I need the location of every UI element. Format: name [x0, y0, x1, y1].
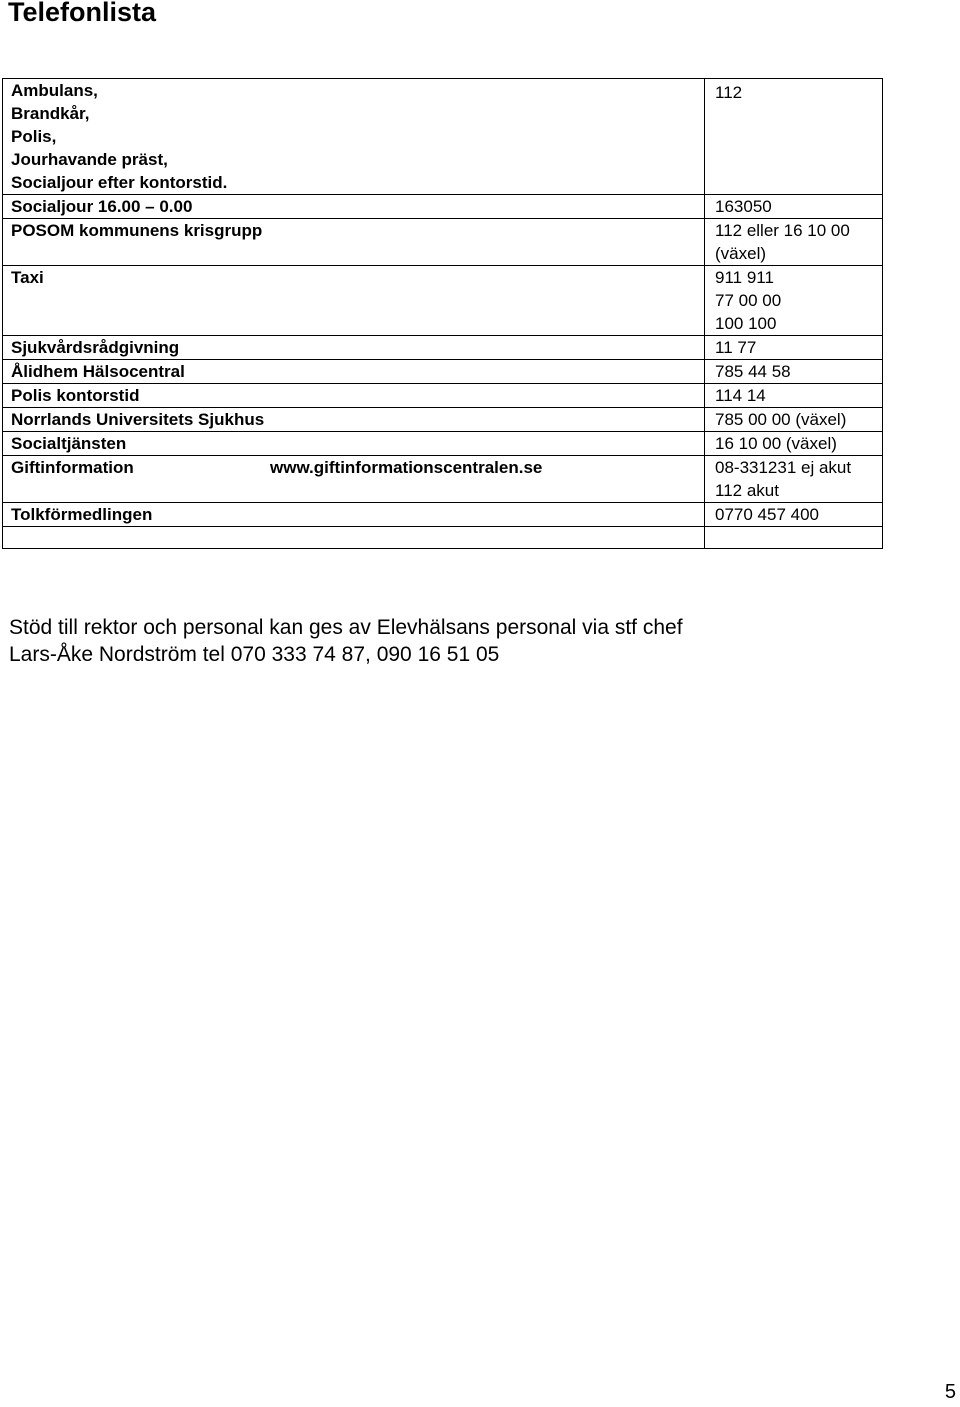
contact-name: Jourhavande präst,: [11, 150, 168, 169]
contact-name-cell: [3, 360, 705, 384]
contact-name: Norrlands Universitets Sjukhus: [11, 410, 265, 429]
contact-name: Ålidhem Hälsocentral: [11, 362, 185, 381]
phone-number-cell: [705, 432, 883, 456]
contact-name: Socialjour efter kontorstid.: [11, 173, 228, 192]
contact-name: Socialjour 16.00 – 0.00: [11, 197, 193, 216]
contact-name-cell: [3, 195, 705, 219]
contact-name: Tolkförmedlingen: [11, 505, 153, 524]
phone-number-cell: [705, 503, 883, 527]
empty-cell: [705, 527, 883, 549]
phone-number: 911 911: [715, 268, 774, 287]
website-link[interactable]: www.giftinformationscentralen.se: [270, 458, 543, 477]
table-row: [3, 456, 883, 503]
table-row: [3, 503, 883, 527]
phone-number: 112 eller 16 10 00: [715, 221, 850, 240]
contact-name: Ambulans,: [11, 81, 98, 100]
empty-cell: [3, 527, 705, 549]
support-note: [9, 614, 683, 668]
contact-name: Giftinformation: [11, 458, 134, 477]
phone-number-cell: [705, 195, 883, 219]
phone-number: 785 44 58: [715, 362, 791, 381]
phone-number-cell: [705, 360, 883, 384]
phone-number-cell: [705, 219, 883, 266]
phone-number: 16 10 00 (växel): [715, 434, 837, 453]
contact-name-cell: [3, 336, 705, 360]
phone-number-cell: [705, 336, 883, 360]
phone-list-table: [2, 78, 883, 549]
table-row: [3, 360, 883, 384]
table-row: [3, 432, 883, 456]
contact-name-cell: [3, 219, 705, 266]
phone-number-cell: [705, 456, 883, 503]
table-row: [3, 384, 883, 408]
table-row: [3, 408, 883, 432]
phone-number: 114 14: [715, 386, 766, 405]
support-note-line: Stöd till rektor och personal kan ges av Elevhälsans personal via stf chef: [9, 616, 683, 639]
contact-name-cell: [3, 432, 705, 456]
table-row: [3, 336, 883, 360]
contact-name: Taxi: [11, 268, 44, 287]
phone-number: 08-331231 ej akut: [715, 458, 852, 477]
contact-name-cell: [3, 384, 705, 408]
contact-name-cell: [3, 503, 705, 527]
empty-table-row: [3, 527, 883, 549]
contact-name-cell: [3, 79, 705, 195]
phone-number-note: (växel): [715, 244, 767, 263]
contact-name-cell: [3, 456, 705, 503]
phone-number: 785 00 00 (växel): [715, 410, 847, 429]
contact-name: Sjukvårdsrådgivning: [11, 338, 180, 357]
contact-name: Brandkår,: [11, 104, 90, 123]
contact-name: Polis kontorstid: [11, 386, 140, 405]
phone-number: 11 77: [715, 338, 757, 357]
phone-number: 163050: [715, 197, 772, 216]
table-row: [3, 219, 883, 266]
table-row: [3, 266, 883, 336]
phone-number: 77 00 00: [715, 291, 782, 310]
table-row: [3, 195, 883, 219]
phone-number: 112 akut: [715, 481, 779, 500]
phone-number: 0770 457 400: [715, 505, 819, 524]
phone-number-cell: [705, 79, 883, 195]
phone-number-cell: [705, 408, 883, 432]
phone-number: 112: [715, 83, 743, 102]
phone-number: 100 100: [715, 314, 777, 333]
contact-name: POSOM kommunens krisgrupp: [11, 221, 263, 240]
phone-number-cell: [705, 384, 883, 408]
contact-name-cell: [3, 266, 705, 336]
contact-name: Polis,: [11, 127, 57, 146]
page-number: 5: [944, 1381, 956, 1403]
contact-name: Socialtjänsten: [11, 434, 127, 453]
support-contact-line: Lars-Åke Nordström tel 070 333 74 87, 090 16 51 05: [9, 643, 500, 666]
phone-number-cell: [705, 266, 883, 336]
table-row: [3, 79, 883, 195]
page-title: Telefonlista: [8, 0, 157, 27]
contact-name-cell: [3, 408, 705, 432]
